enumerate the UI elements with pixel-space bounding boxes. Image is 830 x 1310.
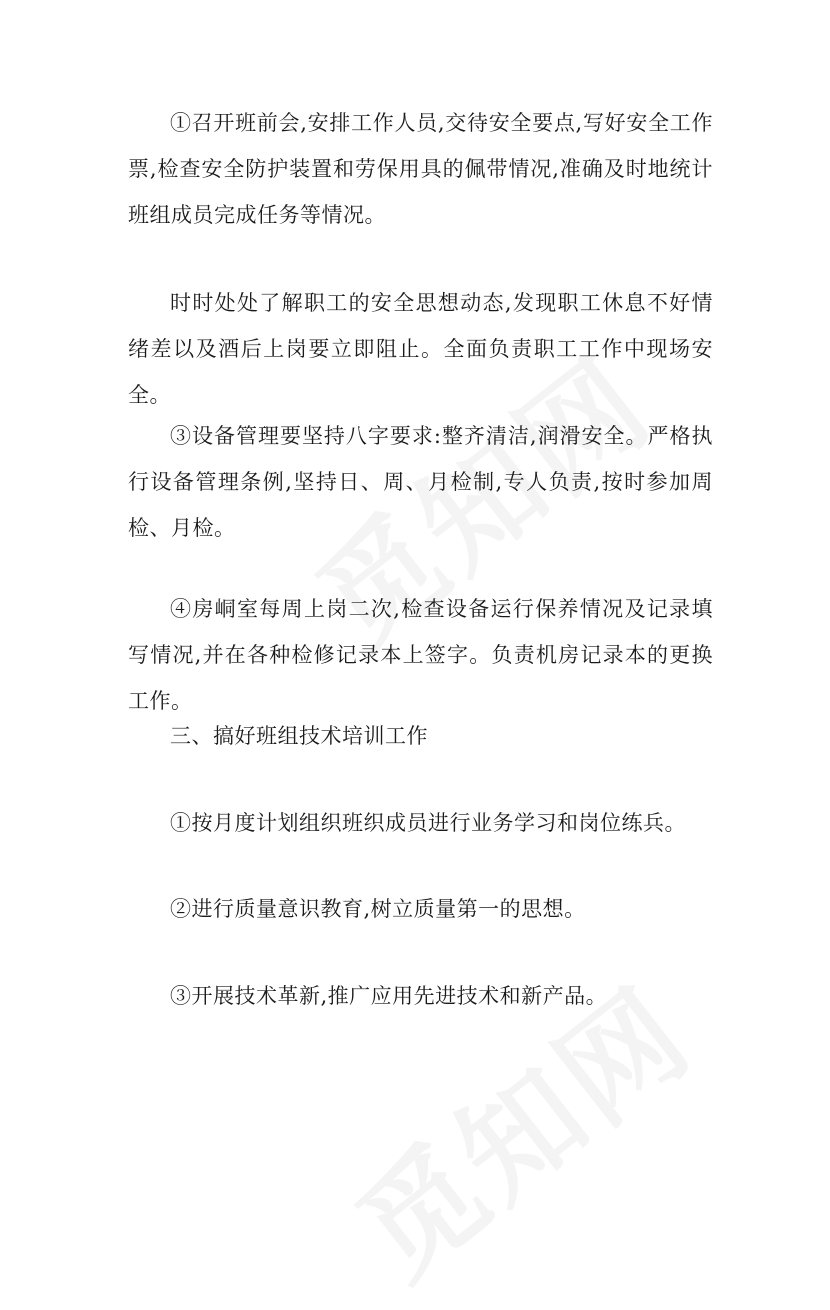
paragraph-5: ①按月度计划组织班织成员进行业务学习和岗位练兵。 (170, 811, 686, 835)
paragraph-7: ③开展技术革新,推广应用先进技术和新产品。 (170, 984, 608, 1008)
paragraph-6: ②进行质量意识教育,树立质量第一的思想。 (170, 897, 586, 921)
paragraph-2: 时时处处了解职工的安全思想动态,发现职工休息不好情绪差以及酒后上岗要立即阻止。全面负责职工工作中现场安全。 (128, 291, 713, 407)
paragraph-3: ③设备管理要坚持八字要求:整齐清洁,润滑安全。严格执行设备管理条例,坚持日、周、月检制,专人负责,按时参加周检、月检。 (128, 424, 713, 540)
section-heading: 三、搞好班组技术培训工作 (170, 724, 428, 748)
paragraph-1: ①召开班前会,安排工作人员,交待安全要点,写好安全工作票,检查安全防护装置和劳保用具的佩带情况,准确及时地统计班组成员完成任务等情况。 (128, 111, 713, 227)
paragraph-4: ④房峒室每周上岗二次,检查设备运行保养情况及记录填写情况,并在各种检修记录本上签字。负责机房记录本的更换工作。 (128, 597, 713, 713)
